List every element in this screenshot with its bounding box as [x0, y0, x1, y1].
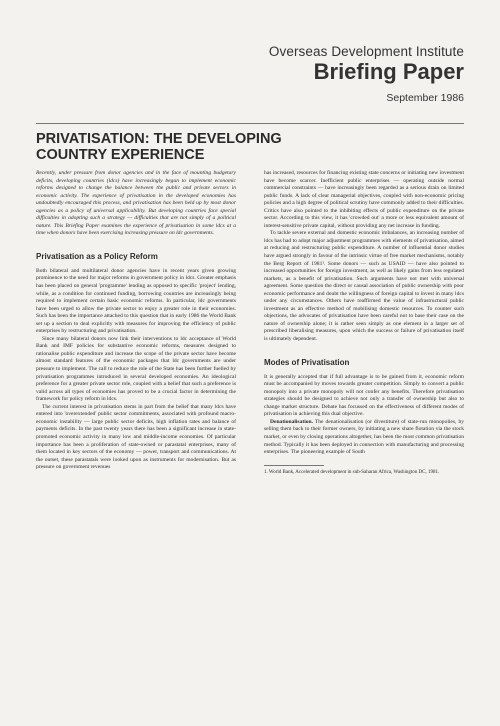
footnote: 1. World Bank, Accelerated development in sub-Saharan Africa, Washington DC, 1981.	[264, 469, 440, 475]
masthead	[269, 44, 464, 104]
left-column	[36, 170, 236, 472]
document-title: PRIVATISATION: THE DEVELOPING COUNTRY EXPERIENCE	[36, 131, 282, 163]
denationalisation-text: The denationalisation (or divestiture) of state-run monopolies, by selling them back to their former owners, by initiating a new share flotation via the stock market, or even by closing operations altogether, has been the most common privatisation method. Typically it has been deployed in connection with manufacturing and processing enterprises. The pioneering example of South	[264, 418, 464, 456]
denationalisation-lead: Denationalisation.	[270, 418, 313, 425]
header-divider	[36, 123, 464, 124]
body-paragraph: To tackle severe external and domestic economic imbalances, an increasing number of ldcs has had to adopt major adjustment programmes with elements of privatisation, aimed at reducing and restructuring public expenditure. A number of influential donor studies have argued strongly in favour of the intrinsic virtue of free market mechanisms, notably the Berg Report of 1981¹. Some donors — such as USAID — have also pointed to increased opportunities for foreign investment, as well as likely gains from less regulated markets, as a benefit of privatisation. Such arguments have not met with universal agreement. Some question the direct or causal association of public ownership with poor economic performance and doubt the willingness of foreign capital to invest in many ldcs under any circumstances. Others have reaffirmed the value of infrastructural public investment as an effective method of mobilising domestic resources. To counter such objections, the advocates of privatisation have been careful not to base their case on the nature of ownership alone; it is rather seen simply as one element in a larger set of prescribed liberalising measures, upon which the success or failure of privatisation itself is ultimately dependent.	[264, 230, 464, 343]
section-heading-modes: Modes of Privatisation	[264, 357, 350, 367]
right-column	[264, 170, 464, 476]
body-paragraph: Since many bilateral donors now link their interventions to ldc acceptance of World Bank and IMF policies for substantive economic reforms, measures designed to rationalise public expenditure and increase the scope of the private sector have become almost standard features of the economic packages that ldc governments are under pressure to implement. The call to reduce the role of the State has been further fuelled by privatisation programmes introduced in several developed economies. An ideological preference for a greater private sector role, coupled with a belief that such a preference is valid across all types of economies has proved to be a crucial factor in determining the framework for policy reform in ldcs.	[36, 335, 236, 403]
body-paragraph	[264, 419, 464, 457]
series-title: Briefing Paper	[313, 59, 464, 84]
body-paragraph: has increased, resources for financing existing state concerns or initiating new investment have become scarcer. Inefficient public enterprises — operating outside normal commercial constraints — have increasingly been regarded as a serious drain on limited public funds. A lack of clear managerial objectives, coupled with non-economic pricing policies and a high degree of political scrutiny have commonly added to their difficulties. Critics have also pointed to the inhibiting effects of public expenditure on the private sector. According to this view, it has 'crowded out' a more or less equivalent amount of interest-sensitive private capital, without providing any net increase in funding.	[264, 170, 464, 229]
body-paragraph: The current interest in privatisation stems in part from the belief that many ldcs have entered into 'overextended' public sector commitments, associated with profound macro-economic instability — large public sector deficits, high inflation rates and balance of payments deficits. In the past twenty years there has been a significant increase in state-promoted economic activity in many low and middle-income economies. Of particular importance has been a proliferation of state-owned or parastatal enterprises, many of them located in key sectors of the economy — power, transport and communications. At the outset, these parastatals were looked upon as instruments for modernisation. But as pressure on government revenues	[36, 403, 236, 471]
publication-date: September 1986	[386, 92, 464, 104]
section-heading-policy-reform: Privatisation as a Policy Reform	[36, 251, 158, 261]
body-paragraph: Both bilateral and multilateral donor agencies have in recent years given growing prominence to the need for major reforms in government policy in ldcs. Greater emphasis has been placed on general 'programme' lending as opposed to specific 'project' lending, while, as a condition for continued funding, borrowing countries are increasingly being required to implement certain basic economic reforms. In particular, ldc governments have been urged to allow the private sector to enjoy a greater role in their economies. Such has been the importance attached to this question that in early 1986 the World Bank set up a section to deal explicitly with measures for improving the efficiency of public enterprises by restructuring and privatisation.	[36, 267, 236, 335]
footnote-divider	[264, 465, 324, 466]
body-paragraph: It is generally accepted that if full advantage is to be gained from it, economic reform must be accompanied by moves towards greater competition. Simply to convert a public monopoly into a private monopoly will not confer any benefits. Therefore privatisation strategies should be designed to achieve not only a transfer of ownership but also to change market structure. Debate has focussed on the effectiveness of different modes of privatisation in achieving this dual objective.	[264, 373, 464, 418]
intro-paragraph: Recently, under pressure from donor agencies and in the face of mounting budgetary deficits, developing countries (ldcs) have increasingly begun to implement economic reforms designed to change the balance between the public and private sectors in economic activity. The experience of privatisation in the developed economies has undoubtedly encouraged this process, and privatisation has been held up by most donor agencies as a policy of universal applicability. But developing countries face special difficulties in adopting such a strategy — difficulties that are not simply of a political nature. This Briefing Paper examines the experience of privatisation in some ldcs at a time when donors have been exercising increasing pressure on ldc governments.	[36, 170, 236, 237]
organisation-name: Overseas Development Institute	[268, 44, 464, 59]
